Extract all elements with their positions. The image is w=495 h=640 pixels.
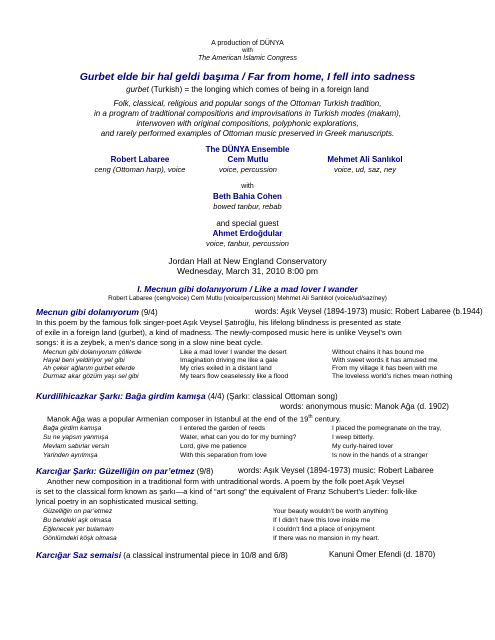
lyric-translation: With sweet words it has amused me — [332, 357, 438, 364]
lyric-translation: I placed the pomegranate on the tray, — [332, 425, 442, 432]
member-role: voice, percussion — [219, 165, 277, 174]
piece-meter: (4/4) (Şarkı: classical Ottoman song) — [205, 392, 338, 401]
lyric-translation: With this separation from love — [180, 452, 267, 459]
lyric-translation: From my village it has been with me — [332, 365, 438, 372]
lyric-translation: Your beauty wouldn’t be worth anything — [273, 508, 388, 515]
lyric-original: Yarinden ayrılmışa — [43, 452, 98, 459]
lyric-translation: My tears flow ceaselessly like a flood — [180, 373, 289, 380]
lyric-original: Hayal beni yeldiriyor yel gibi — [43, 357, 125, 364]
piece-title: Mecnun gibi dolanıyorum — [36, 307, 139, 317]
piece-heading — [36, 466, 213, 477]
lyric-original: Mevlam sabırlar versin — [43, 443, 110, 450]
piece-note: In this poem by the famous folk singer-poet Aşık Veysel Şatıroğlu, his lifelong blindness is presented as state — [36, 318, 402, 327]
piece-credits: words: anonymous music: Manok Ağa (d. 1902) — [280, 402, 449, 411]
subtitle-word: gurbet — [126, 85, 149, 94]
member-role: ceng (Ottoman harp), voice — [94, 165, 186, 174]
piece-credits: words: Aşık Veysel (1894-1973) music: Robert Labaree (b.1944) — [255, 307, 483, 316]
lyric-original: Bağa girdim kamışa — [43, 425, 102, 432]
piece-heading — [36, 550, 288, 561]
piece-heading — [36, 307, 158, 318]
piece-heading — [36, 391, 338, 402]
guest-role: voice, tanbur, percussion — [206, 239, 289, 248]
member-name: Mehmet Ali Sanlıkol — [327, 155, 403, 164]
member-role: voice, ud, saz, ney — [333, 165, 397, 174]
piece-title: Karcığar Saz semaisi — [36, 550, 122, 560]
lyric-translation: Without chains it has bound me — [332, 349, 424, 356]
lyric-translation: Like a mad lover I wander the desert — [180, 349, 287, 356]
lyric-original: Su ne yapsın yanmışa — [43, 434, 109, 441]
lyric-translation: My cries exiled in a distant land — [180, 365, 272, 372]
piece-title: Kurdilihicazkar Şarkı: Bağa girdim kamışa — [36, 391, 206, 401]
production-line: A production of DÜNYA — [211, 40, 284, 47]
piece-title: Karcığar Şarkı: Güzelliğin on par’etmez — [36, 466, 195, 476]
description-line: and rarely performed examples of Ottoman music preserved in Greek manuscripts. — [100, 129, 395, 138]
piece-meter: (9/4) — [138, 308, 158, 317]
piece-note: Manok Ağa was a popular Armenian composer in Istanbul at the end of the 19th century. — [47, 414, 342, 424]
congress-line: The American Islamic Congress — [198, 55, 297, 62]
guest-label: and special guest — [216, 219, 279, 228]
program-description — [0, 99, 495, 139]
lyric-translation: If there was no mansion in my heart. — [273, 535, 380, 542]
lyric-original: Ah çeker ağlarım gurbet ellerde — [43, 365, 135, 372]
description-line: interwoven with original compositions, polyphonic explorations, — [136, 119, 359, 128]
piece-note: lyrical poetry in an sophisticated musical setting. — [36, 497, 199, 506]
piece-credits: words: Aşık Veysel (1894-1973) music: Robert Labaree — [238, 466, 434, 475]
concert-subtitle — [0, 85, 495, 95]
venue-date: Wednesday, March 31, 2010 8:00 pm — [177, 266, 318, 276]
piece-meter: (a classical instrumental piece in 10/8 and 6/8) — [121, 551, 288, 560]
lyric-translation: I weep bitterly. — [332, 434, 375, 441]
with-line: with — [242, 48, 253, 54]
section-performers: Robert Labaree (ceng/voice) Cem Mutlu (voice/percussion) Mehmet Ali Sanlıkol (voice/ud/saz/ney) — [108, 295, 387, 302]
lyric-translation: If I didn’t have this love inside me — [273, 517, 371, 524]
piece-meter: (9/8) — [194, 467, 214, 476]
production-credit — [0, 40, 495, 63]
lyric-translation: I entered the garden of reeds — [180, 425, 266, 432]
ensemble-name: The DÜNYA Ensemble — [205, 145, 290, 154]
subtitle-rest: (Turkish) = the longing which comes of being in a foreign land — [148, 85, 369, 94]
with-role: bowed tanbur, rebab — [213, 202, 282, 211]
lyric-translation: I couldn’t find a place of enjoyment — [273, 526, 375, 533]
piece-note: songs: it is a zeybek, a men’s dance song in a slow nine beat cycle. — [36, 338, 263, 347]
guest-name: Ahmet Erdoğdular — [212, 229, 283, 238]
member-name: Cem Mutlu — [227, 155, 269, 164]
lyric-translation: Lord, give me patience — [180, 443, 247, 450]
lyric-translation: Imagination driving me like a gale — [180, 357, 278, 364]
piece-note: Another new composition in a traditional form with untraditional words. A poem by the folk poet Aşık Veysel — [47, 477, 405, 486]
concert-title: Gurbet elde bir hal geldi başıma / Far from home, I fell into sadness — [79, 71, 416, 83]
lyric-original: Mecnun gibi dolanıyorum çöllerde — [43, 349, 142, 356]
piece-note: of exile in a foreign land (gurbet), a kind of madness. The newly-composed music here is unlike Veysel’s own — [36, 328, 402, 337]
piece-note: is set to the classical form known as şarkı—a kind of “art song” the equivalent of Franz Schubert’s Lieder: folk-like — [36, 487, 417, 496]
lyric-original: Güzelliğin on par’etmez — [43, 508, 113, 515]
description-line: in a program of traditional compositions and improvisations in Turkish modes (makam), — [93, 109, 402, 118]
description-line: Folk, classical, religious and popular songs of the Ottoman Turkish tradition, — [113, 99, 382, 108]
lyric-translation: Is now in the hands of a stranger — [332, 452, 428, 459]
lyric-original: Gönlümdeki köşk olmasa — [43, 535, 117, 542]
lyric-original: Bu bendeki aşk olmasa — [43, 517, 112, 524]
venue-place: Jordan Hall at New England Conservatory — [168, 256, 327, 266]
lyric-translation: The loveless world’s riches mean nothing — [332, 373, 453, 380]
section-title: I. Mecnun gibi dolanıyorum / Like a mad lover I wander — [137, 284, 358, 294]
with-label: with — [241, 183, 254, 190]
with-name: Beth Bahia Cohen — [213, 192, 282, 201]
lyric-original: Eğlenecek yer bulamam — [43, 526, 114, 533]
lyric-original: Durmaz akar gözüm yaşı sel gibi — [43, 373, 139, 380]
member-name: Robert Labaree — [110, 155, 170, 164]
piece-credits: Kanuni Ömer Efendi (d. 1870) — [329, 550, 436, 559]
lyric-translation: Water, what can you do for my burning? — [180, 434, 297, 441]
lyric-translation: My curly-haired lover — [332, 443, 394, 450]
